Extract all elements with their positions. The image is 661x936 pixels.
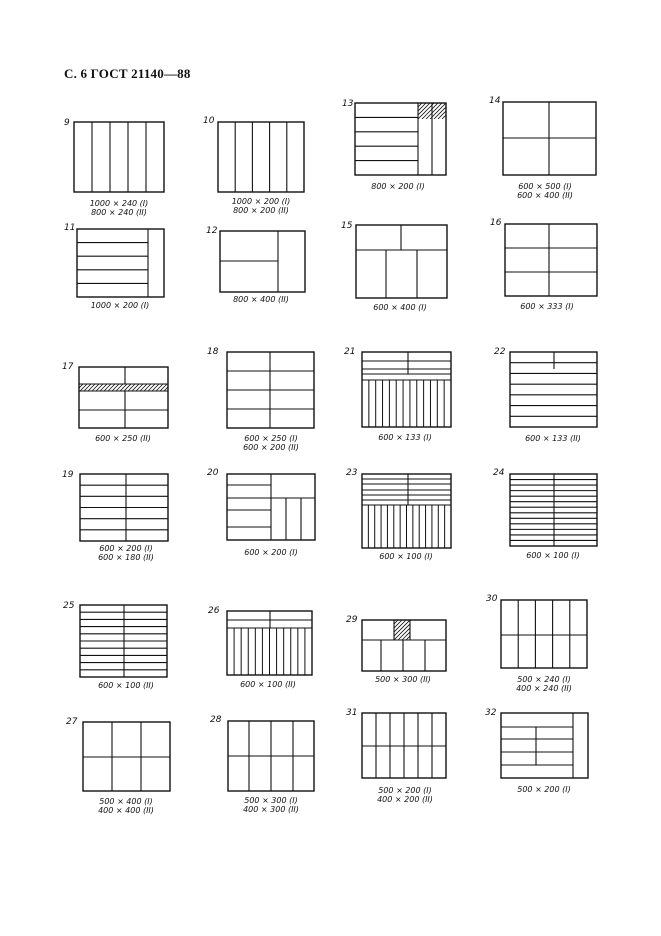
dimension-line: 500 × 300 (I) — [244, 796, 298, 805]
dimension-line: 600 × 250 (I) — [244, 434, 298, 443]
figure-number: 30 — [486, 594, 498, 604]
dimension-line: 500 × 240 (I) — [517, 675, 571, 684]
dimension-line: 600 × 333 (I) — [520, 302, 574, 311]
figure-number: 9 — [64, 118, 70, 128]
dimension-line: 400 × 300 (II) — [243, 805, 299, 814]
figure-number: 16 — [490, 218, 502, 228]
dimension-line: 600 × 133 (I) — [378, 433, 432, 442]
dimension-line: 500 × 300 (II) — [375, 675, 431, 684]
figure-number: 15 — [341, 221, 353, 231]
dimension-line: 600 × 250 (II) — [95, 434, 151, 443]
dimension-line: 800 × 200 (II) — [233, 206, 289, 215]
dimension-line: 600 × 200 (I) — [99, 544, 153, 553]
figure-number: 12 — [206, 226, 218, 236]
dimension-line: 500 × 200 (I) — [378, 786, 432, 795]
figure-number: 10 — [203, 116, 215, 126]
dimension-line: 600 × 400 (II) — [517, 191, 573, 200]
figure-caption — [484, 785, 604, 794]
figure-number: 26 — [208, 606, 220, 616]
figure-number: 14 — [489, 96, 501, 106]
dimension-line: 600 × 200 (II) — [243, 443, 299, 452]
dimension-line: 600 × 400 (I) — [373, 303, 427, 312]
dimension-line: 400 × 200 (II) — [377, 795, 433, 804]
figure-number: 11 — [64, 223, 76, 233]
figure-number: 25 — [63, 601, 75, 611]
figure-number: 21 — [344, 347, 356, 357]
dimension-line: 800 × 240 (II) — [91, 208, 147, 217]
dimension-line: 1000 × 200 (I) — [231, 197, 291, 206]
dimension-line: 500 × 200 (I) — [517, 785, 571, 794]
figure-number: 17 — [62, 362, 74, 372]
figure-number: 32 — [485, 708, 497, 718]
dimension-line: 600 × 500 (I) — [518, 182, 572, 191]
figure-number: 22 — [494, 347, 506, 357]
figure-number: 18 — [207, 347, 219, 357]
dimension-line: 600 × 180 (II) — [98, 553, 154, 562]
figure-number: 29 — [346, 615, 358, 625]
dimension-line: 800 × 200 (I) — [371, 182, 425, 191]
figure-number: 19 — [62, 470, 74, 480]
dimension-line: 600 × 100 (I) — [379, 552, 433, 561]
figure-number: 13 — [342, 99, 354, 109]
dimension-line: 1000 × 240 (I) — [89, 199, 149, 208]
dimension-line: 400 × 240 (II) — [516, 684, 572, 693]
dimension-line: 500 × 400 (I) — [99, 797, 153, 806]
figure-number: 27 — [66, 717, 78, 727]
dimension-line: 600 × 133 (II) — [525, 434, 581, 443]
figure-number: 23 — [346, 468, 358, 478]
page-header: С. 6 ГОСТ 21140—88 — [64, 66, 191, 81]
dimension-line: 600 × 100 (I) — [526, 551, 580, 560]
pallet-outline — [501, 713, 588, 778]
dimension-line: 600 × 200 (I) — [244, 548, 298, 557]
dimension-line: 1000 × 200 (I) — [90, 301, 150, 310]
dimension-line: 400 × 400 (II) — [98, 806, 154, 815]
figure-number: 31 — [346, 708, 358, 718]
dimension-line: 600 × 100 (II) — [240, 680, 296, 689]
dimension-line: 600 × 100 (II) — [98, 681, 154, 690]
figure-number: 28 — [210, 715, 222, 725]
figure-number: 24 — [493, 468, 505, 478]
figure-number: 20 — [207, 468, 219, 478]
dimension-line: 800 × 400 (II) — [233, 295, 289, 304]
